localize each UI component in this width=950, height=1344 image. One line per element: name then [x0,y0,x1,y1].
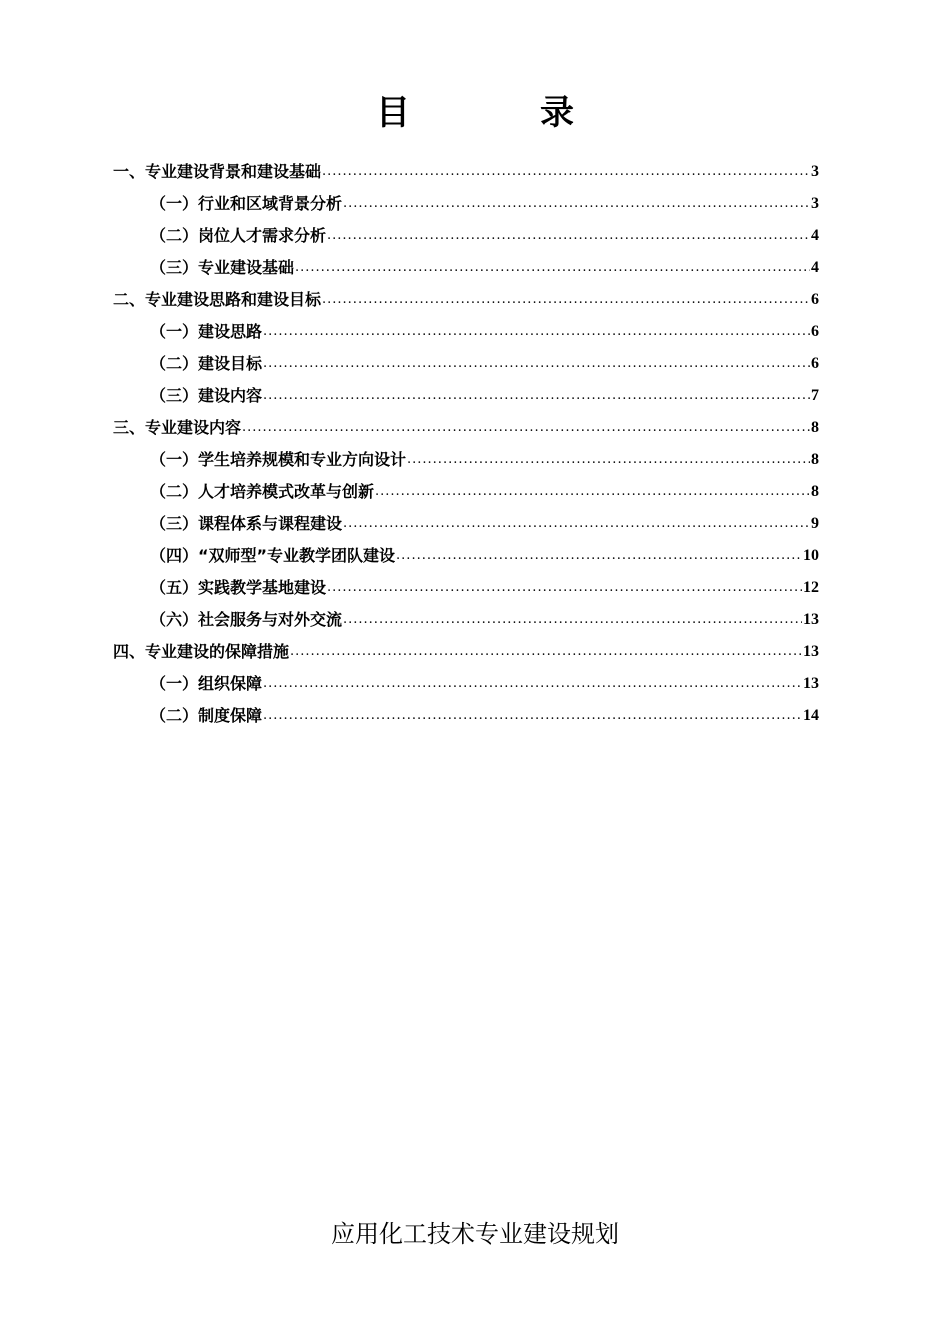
toc-entry-page: 8 [811,483,819,500]
toc-entry-text: （一）行业和区域背景分析 [150,194,343,213]
toc-entry[interactable] [0,412,950,444]
toc-leader-dots [290,636,802,668]
toc-entry-page: 10 [803,547,819,564]
toc-entry-page: 4 [811,227,819,244]
toc-entry[interactable] [0,188,950,220]
toc-leader-dots [263,316,810,348]
toc-entry-text: 三、专业建设内容 [113,418,242,437]
toc-entry-text: （二）制度保障 [150,706,263,725]
toc-leader-dots [327,220,810,252]
toc-entry-text: （一）建设思路 [150,322,263,341]
toc-leader-dots [263,380,810,412]
toc-entry-text: （三）专业建设基础 [150,258,295,277]
toc-leader-dots [263,668,802,700]
toc-entry-text: （五）实践教学基地建设 [150,578,327,597]
toc-entry-text: （二）建设目标 [150,354,263,373]
toc-entry[interactable] [0,572,950,604]
toc-entry-text: （一）组织保障 [150,674,263,693]
toc-entry-text: （三）建设内容 [150,386,263,405]
toc-entry[interactable] [0,316,950,348]
toc-entry-page: 12 [803,579,819,596]
toc-entry[interactable] [0,380,950,412]
toc-entry-page: 13 [803,643,819,660]
toc-leader-dots [263,348,810,380]
toc-entry-page: 9 [811,515,819,532]
toc-entry-page: 7 [811,387,819,404]
toc-entry[interactable] [0,348,950,380]
document-title: 应用化工技术专业建设规划 [331,1220,619,1248]
toc-entry-text: （一）学生培养规模和专业方向设计 [150,450,407,469]
toc-entry-page: 6 [811,323,819,340]
toc-entry[interactable] [0,540,950,572]
toc-leader-dots [343,188,810,220]
toc-entry[interactable] [0,700,950,732]
toc-leader-dots [242,412,810,444]
toc-entry-text: 四、专业建设的保障措施 [113,642,290,661]
toc-entry[interactable] [0,668,950,700]
toc-entry[interactable] [0,220,950,252]
toc-entry-page: 14 [803,707,819,724]
toc-entry[interactable] [0,284,950,316]
toc-entry-text: （二）岗位人才需求分析 [150,226,327,245]
toc-entry-page: 4 [811,259,819,276]
toc-entry[interactable] [0,476,950,508]
toc-leader-dots [407,444,810,476]
toc-entry-page: 8 [811,419,819,436]
toc-entry-text: （三）课程体系与课程建设 [150,514,343,533]
toc-leader-dots [322,156,810,188]
toc-entry-page: 6 [811,355,819,372]
table-of-contents [0,156,950,732]
toc-leader-dots [375,476,810,508]
toc-entry-text: 二、专业建设思路和建设目标 [113,290,322,309]
toc-entry-text: （六）社会服务与对外交流 [150,610,343,629]
toc-entry-text: （二）人才培养模式改革与创新 [150,482,375,501]
toc-entry[interactable] [0,508,950,540]
toc-leader-dots [263,700,802,732]
toc-leader-dots [343,604,802,636]
toc-entry-page: 13 [803,675,819,692]
toc-entry-page: 8 [811,451,819,468]
toc-entry-page: 3 [811,195,819,212]
toc-leader-dots [396,540,802,572]
toc-leader-dots [343,508,810,540]
toc-entry[interactable] [0,252,950,284]
toc-entry[interactable] [0,604,950,636]
toc-leader-dots [327,572,802,604]
toc-entry-page: 13 [803,611,819,628]
toc-entry[interactable] [0,156,950,188]
toc-leader-dots [322,284,810,316]
toc-entry-text: 一、专业建设背景和建设基础 [113,162,322,181]
toc-title: 目 录 [376,93,622,133]
toc-entry[interactable] [0,636,950,668]
toc-entry[interactable] [0,444,950,476]
toc-entry-page: 3 [811,163,819,180]
toc-entry-text: （四）“双师型”专业教学团队建设 [150,546,396,565]
toc-entry-page: 6 [811,291,819,308]
toc-leader-dots [295,252,810,284]
